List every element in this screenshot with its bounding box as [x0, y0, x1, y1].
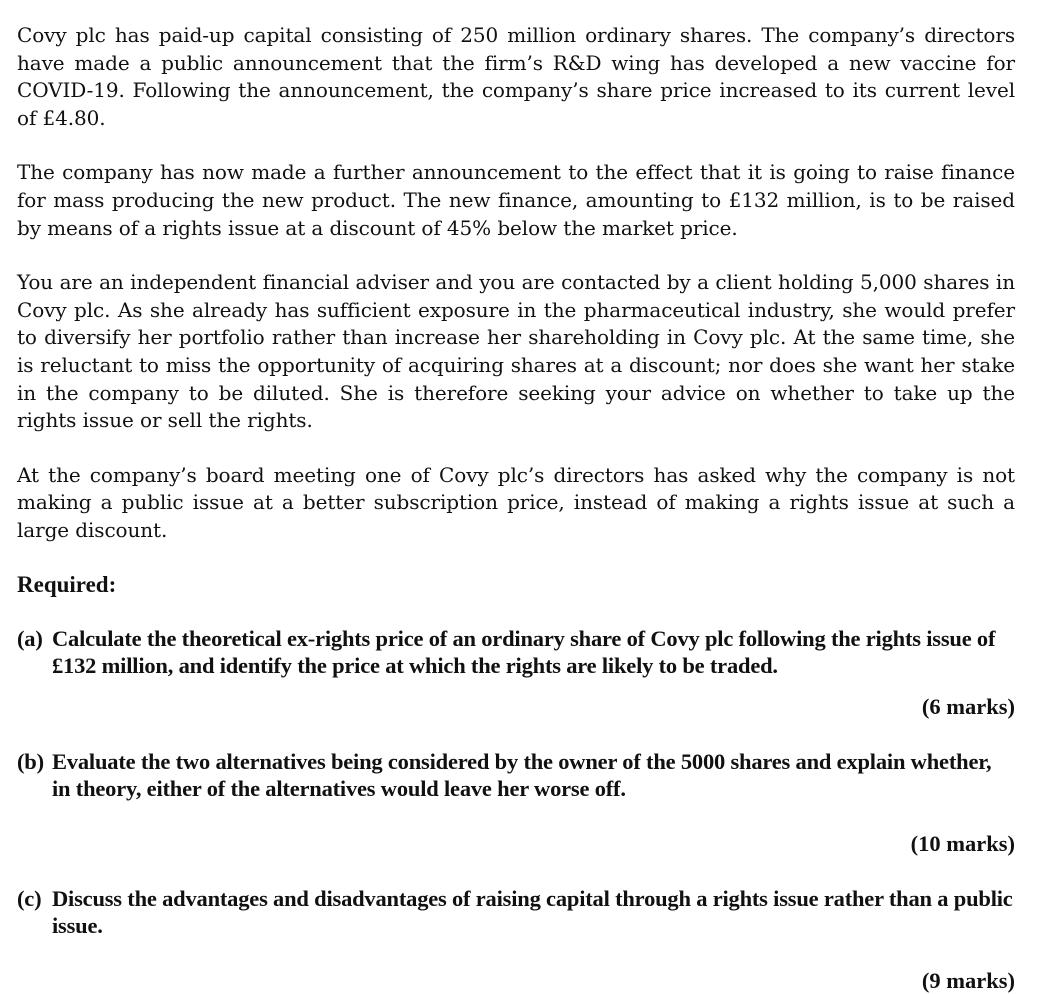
question-b-label: (b): [17, 748, 44, 774]
question-c-marks: (9 marks): [921, 967, 1015, 993]
question-b: [17, 748, 1015, 802]
question-a-text: Calculate the theoretical ex-rights price of an ordinary share of Covy plc following the rights issue of £132 million, and identify the price at which the rights are likely to be traded.: [52, 625, 996, 678]
paragraph-client-scenario: You are an independent financial adviser and you are contacted by a client holding 5,000 shares in Covy plc. As she already has sufficient exposure in the pharmaceutical industry, she would prefer to diversify her portfolio rather than increase her shareholding in Covy plc. At the same time, she is reluctant to miss the opportunity of acquiring shares at a discount; nor does she want her stake in the company to be diluted. She is therefore seeking your advice on whether to take up the rights issue or sell the rights.: [17, 270, 1015, 433]
paragraph-company-background: Covy plc has paid-up capital consisting of 250 million ordinary shares. The company’s directors have made a public announcement that the firm’s R&D wing has developed a new vaccine for COVID-19. Following the announcement, the company’s share price increased to its current level of £4.80.: [17, 23, 1015, 130]
question-b-text: Evaluate the two alternatives being considered by the owner of the 5000 shares and explain whether, in theory, either of the alternatives would leave her worse off.: [52, 748, 992, 801]
question-a-label: (a): [17, 625, 43, 651]
paragraph-board-meeting: At the company’s board meeting one of Covy plc’s directors has asked why the company is not making a public issue at a better subscription price, instead of making a rights issue at such a large discount.: [17, 462, 1015, 542]
question-c-label: (c): [17, 885, 42, 911]
question-c-text: Discuss the advantages and disadvantages of raising capital through a rights issue rather than a public issue.: [52, 885, 1013, 938]
question-c: [17, 885, 1015, 939]
question-a: [17, 625, 1015, 679]
required-heading: Required:: [17, 571, 117, 597]
exam-question-document: [17, 22, 1015, 994]
question-a-marks: (6 marks): [921, 693, 1015, 719]
paragraph-rights-issue-announcement: The company has now made a further announcement to the effect that it is going to raise finance for mass producing the new product. The new finance, amounting to £132 million, is to be raised by means of a rights issue at a discount of 45% below the market price.: [17, 160, 1015, 240]
question-b-marks: (10 marks): [910, 830, 1015, 856]
